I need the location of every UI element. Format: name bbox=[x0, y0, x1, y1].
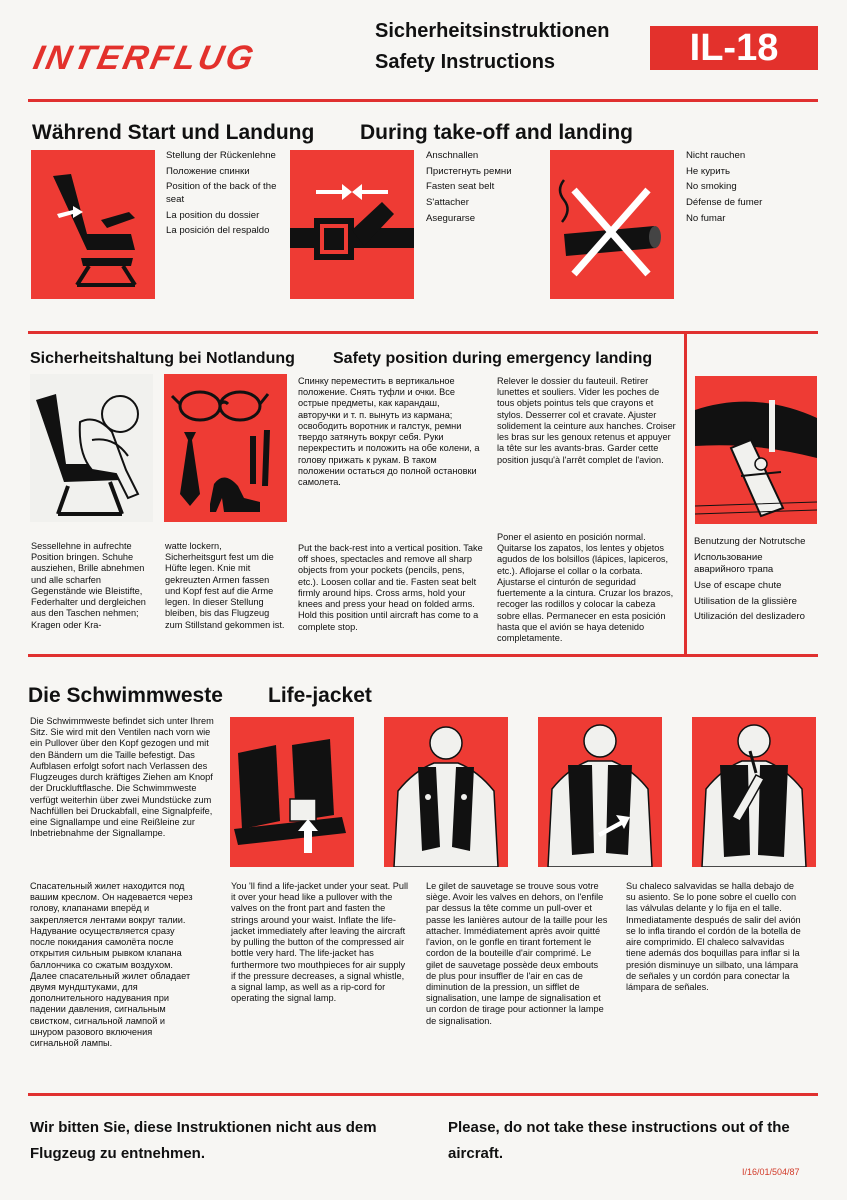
escape-chute-icon bbox=[695, 376, 817, 524]
emergency-text-es: Poner el asiento en posición normal. Quitarse los zapatos, los lentes y objetos agudos de los bolsillos (lápices, lapiceros, etc.). Aflojarse el collar o la corbata. Ajustarse el cinturón de seguridad fuertemente a la cintura. Cruzar los brazos, recoger las rodillos y colocar la cabeza sobre ellas. Permanecer en esta posición hasta que el avión se haya detenido completamente. bbox=[497, 532, 674, 643]
footer-notice-de: Wir bitten Sie, diese Instruktionen nicht aus dem Flugzeug zu entnehmen. bbox=[30, 1119, 377, 1163]
lifejacket-heading-en: Life-jacket bbox=[268, 684, 372, 707]
person-mouthpiece-icon bbox=[692, 717, 816, 867]
divider bbox=[28, 331, 818, 334]
emergency-heading-de: Sicherheitshaltung bei Notlandung bbox=[30, 350, 295, 367]
lifejacket-text-de: Die Schwimmweste befindet sich unter Ihrem Sitz. Sie wird mit den Ventilen nach vorn wie ein Pullover über den Kopf gezogen und mit den Bändern um die Taille befestigt. Das Aufblasen erfolgt sofort nach Verlassen des Flugzeuges durch kräftiges Ziehen am Knopf der Druckluftflasche. Die Schwimmweste verfügt weiterhin über zwei Mundstücke zum Nachfüllen bei Druckabfall, eine Signalpfeife, eine Signallampe und eine Reißleine zur Inbetriebnahme der Signallampe. bbox=[30, 716, 214, 839]
takeoff-heading-de: Während Start und Landung bbox=[32, 121, 315, 144]
brace-position-pictogram bbox=[30, 374, 153, 522]
no-smoking-pictogram bbox=[550, 150, 674, 299]
seat-caption: Stellung der Rückenlehne Положение спинки Position of the back of the seat La position du dossier La posición del respaldo bbox=[166, 150, 277, 237]
chute-caption: Benutzung der Notrutsche Использование аварийного трапа Use of escape chute Utilisation de la glissière Utilización del deslizadero bbox=[694, 536, 806, 623]
smoking-caption: Nicht rauchen Не курить No smoking Défense de fumer No fumar bbox=[686, 150, 763, 224]
belt-caption: Anschnallen Пристегнуть ремни Fasten seat belt S'attacher Asegurarse bbox=[426, 150, 512, 224]
lifejacket-under-seat-pictogram bbox=[230, 717, 354, 867]
lifejacket-text-fr: Le gilet de sauvetage se trouve sous votre siège. Avoir les valves en dehors, on l'enfile par dessus la tête comme un pull-over et passe les lanières autour de la taille pour les attacher. Immédiatement après avoir quitté l'avion, on le gonfle en tirant fortement le cordon de la bouteille d'air comprimé. Le gilet de sauvetage possède deux embouts de plus pour insuffler de l'air en cas de diminution de la pression, un sifflet de signalisation, une lampe de signalisation et un cordon de tirage pour actionner la lampe de signalisation. bbox=[426, 881, 608, 1026]
title-de: Sicherheitsinstruktionen bbox=[375, 20, 610, 42]
lifejacket-text-es: Su chaleco salvavidas se halla debajo de su asiento. Se lo pone sobre el cuello con las válvulas delante y lo fija en el talle. Inmediatamente después de salir del avión se lo infla tirando el cordón de la botella de aire comprimido. El chaleco salvavidas tiene además dos boquillas para inflar si la presión disminuye un silbato, una lámpara de señales y un cordón para conectar la lámpara de señales. bbox=[626, 881, 801, 992]
logo-text: INTERFLUG bbox=[30, 40, 260, 74]
footer-notice-en: Please, do not take these instructions out of the aircraft. bbox=[448, 1119, 790, 1163]
escape-chute-pictogram bbox=[695, 376, 817, 524]
emergency-text-fr: Relever le dossier du fauteuil. Retirer lunettes et souliers. Vider les poches de tous objets pointus tels que crayons et stylos. Desserrer col et cravate. Ajuster solidement la ceinture aux hanches. Croiser les bras sur les genoux retenus et appuyer la tête sur les avants-bras. Garder cette position jusqu'à l'arrêt complet de l'avion. bbox=[497, 376, 676, 465]
title-en: Safety Instructions bbox=[375, 51, 556, 73]
lifejacket-pullover-pictogram bbox=[384, 717, 508, 867]
divider bbox=[28, 1093, 818, 1096]
lifejacket-text-en: You 'll find a life-jacket under your seat. Pull it over your head like a pullover with the valves on the front part and fasten the strings around your waist. Inflate the life-jacket immediately after leaving the aircraft by pulling the button of the compressed air bottle very hard. The life-jacket has furthermore two mouthpieces for air supply if the pressure decreases, a signal whistle, a signal lamp, as well as a rip-cord for operating the signal lamp. bbox=[231, 881, 409, 1004]
emergency-text-ru: Спинку переместить в вертикальное положение. Снять туфли и очки. Все острые предметы, как карандаш, авторучки и т. п. вынуть из кармана; освободить воротник и галстук, ремни твердо затянуть вокруг себя. Руки перекрестить и положить на обе колени, а голову прижать к рукам. В таком положении остаться до полной остановки самолета. bbox=[298, 376, 480, 487]
belt-pictogram bbox=[290, 150, 414, 299]
divider bbox=[28, 654, 818, 657]
seat-icon bbox=[31, 150, 155, 299]
glasses-tie-shoe-icon bbox=[164, 374, 287, 522]
emergency-text-de-1: Sessellehne in aufrechte Position bringen. Schuhe ausziehen, Brille abnehmen und alle scharfen Gegenstände wie Bleistifte, Federhalter und dergleichen aus den Taschen nehmen; Kragen oder Kra- bbox=[31, 541, 146, 630]
lifejacket-text-ru: Спасательный жилет находится под вашим креслом. Он надевается через голову, клапанами вперёд и закрепляется лентами вокруг талии. Надувание осуществляется сразу после покидания самолёта после открытия сильным рывком клапана баллончика со сжатым воздухом. Далее спасательный жилет обладает двумя мундштуками, для дополнительного надувания при падении давления, сигнальным свистком, сигнальной лампой и шнуром разового включения сигнальной лампы. bbox=[30, 881, 193, 1049]
takeoff-heading-en: During take-off and landing bbox=[360, 121, 633, 144]
interflug-logo bbox=[30, 40, 366, 74]
vertical-divider bbox=[684, 331, 687, 656]
person-inflate-icon bbox=[538, 717, 662, 867]
emergency-heading-en: Safety position during emergency landing bbox=[333, 350, 653, 367]
lifejacket-mouthpiece-pictogram bbox=[692, 717, 816, 867]
seat-lifejacket-icon bbox=[230, 717, 354, 867]
seat-belt-icon bbox=[290, 150, 414, 299]
aircraft-badge: IL-18 bbox=[650, 26, 818, 70]
lifejacket-inflate-pictogram bbox=[538, 717, 662, 867]
brace-position-icon bbox=[30, 374, 153, 522]
divider bbox=[28, 99, 818, 102]
seat-back-pictogram bbox=[31, 150, 155, 299]
person-lifejacket-icon bbox=[384, 717, 508, 867]
no-smoking-icon bbox=[550, 150, 674, 299]
document-reference: I/16/01/504/87 bbox=[742, 1167, 800, 1177]
remove-objects-pictogram bbox=[164, 374, 287, 522]
emergency-text-en: Put the back-rest into a vertical position. Take off shoes, spectacles and remove all sharp objects from your pockets (pencils, pens, etc.). Loosen collar and tie. Fasten seat belt firmly around hips. Cross arms, hold your knees and press your head on folded arms. Hold this position until aircraft has come to a complete stop. bbox=[298, 543, 483, 632]
lifejacket-heading-de: Die Schwimmweste bbox=[28, 684, 223, 707]
emergency-text-de-2: watte lockern, Sicherheitsgurt fest um die Hüfte legen. Knie mit gekreuzten Armen fassen und Kopf fest auf die Arme legen. In dieser Stellung bleiben, bis das Flugzeug zum Stillstand gekommen ist. bbox=[165, 541, 285, 630]
